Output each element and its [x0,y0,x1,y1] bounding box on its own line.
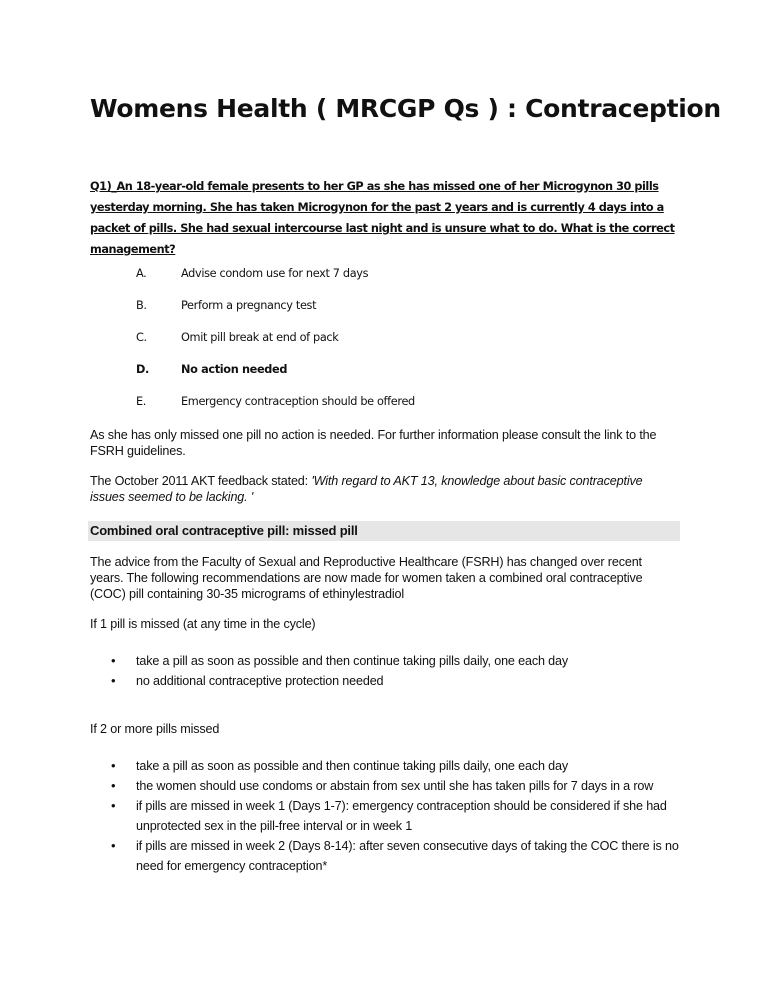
option-letter: D. [136,363,149,376]
option-letter: C. [136,331,147,344]
feedback-paragraph [90,473,650,505]
option-text: Emergency contraception should be offered [181,395,415,408]
bullet: • [111,673,116,688]
list-item [111,651,681,671]
list-item [111,836,681,876]
one-missed-list [111,651,681,691]
list-item-text: the women should use condoms or abstain from sex until she has taken pills for 7 days in a row [136,779,654,793]
list-item-text: if pills are missed in week 1 (Days 1-7): emergency contraception should be considered if she had unprotected sex in the pill-free interval or in week 1 [136,799,667,833]
bullet: • [111,758,116,773]
section-title: Combined oral contraceptive pill: missed pill [90,523,358,538]
two-missed-heading: If 2 or more pills missed [90,722,220,736]
list-item [111,756,681,776]
bullet: • [111,778,116,793]
option-text: No action needed [181,363,288,376]
option-letter: E. [136,395,147,408]
list-item [111,671,681,691]
option-text: Advise condom use for next 7 days [181,267,369,280]
list-item [111,776,681,796]
option-text: Perform a pregnancy test [181,299,317,312]
two-missed-list [111,756,681,876]
list-item-text: take a pill as soon as possible and then continue taking pills daily, one each day [136,654,569,668]
option-letter: A. [136,267,147,280]
list-item-text: if pills are missed in week 2 (Days 8-14): after seven consecutive days of taking the COC there is no need for emergency contraception* [136,839,679,873]
feedback-prefix: The October 2011 AKT feedback stated: [90,474,312,488]
bullet: • [111,653,116,668]
bullet: • [111,798,116,813]
option-letter: B. [136,299,147,312]
one-missed-heading: If 1 pill is missed (at any time in the cycle) [90,617,316,631]
page-title: Womens Health ( MRCGP Qs ) : Contraception [90,94,721,123]
list-item-text: no additional contraceptive protection needed [136,674,384,688]
answer-explanation: As she has only missed one pill no action is needed. For further information please consult the link to the FSRH guidelines. [90,428,657,458]
list-item [111,796,681,836]
option-text: Omit pill break at end of pack [181,331,339,344]
question-text: Q1)_An 18-year-old female presents to her GP as she has missed one of her Microgynon 30 pills yesterday morning. She has taken Microgynon for the past 2 years and is currently 4 days into a packet of pills. She had sexual intercourse last night and is unsure what to do. What is the correct management? [90,180,675,256]
list-item-text: take a pill as soon as possible and then continue taking pills daily, one each day [136,759,569,773]
feedback-quote: 'With regard to AKT 13, knowledge about basic contraceptive issues seemed to be lacking. ' [90,474,643,504]
section-intro: The advice from the Faculty of Sexual and Reproductive Healthcare (FSRH) has changed over recent years. The following recommendations are now made for women taken a combined oral contraceptive (COC) pill containing 30-35 micrograms of ethinylestradiol [90,555,643,601]
bullet: • [111,838,116,853]
